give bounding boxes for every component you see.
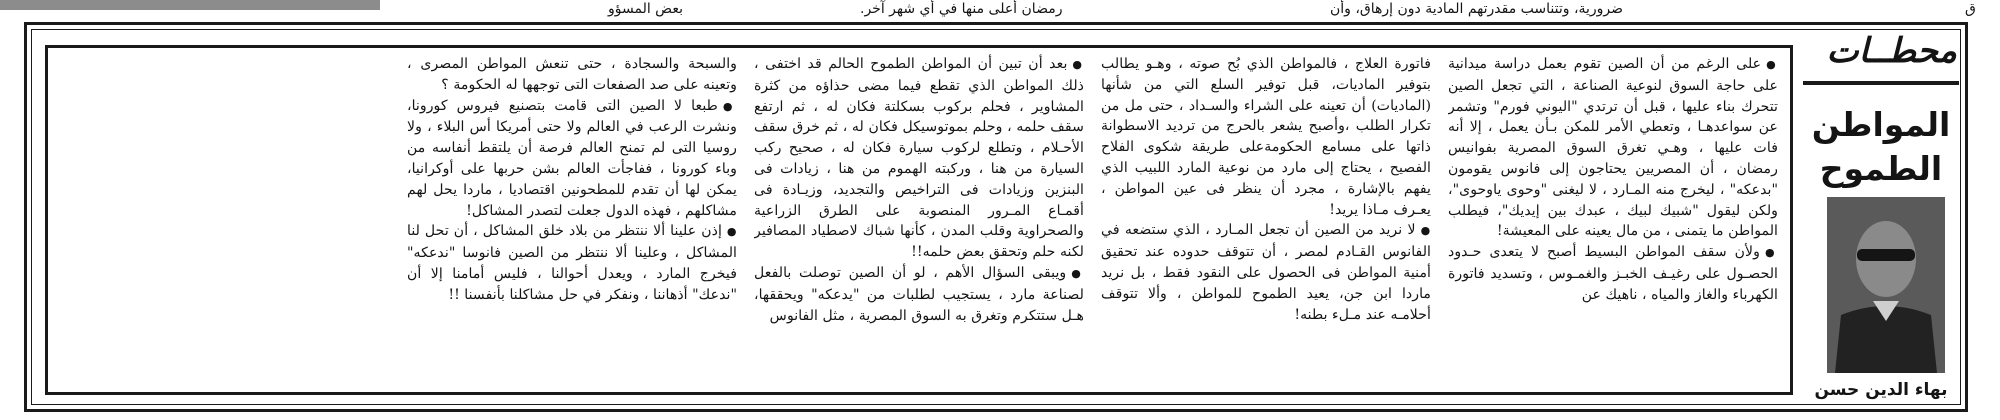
article-paragraph: ● لا نريد من الصين أن تجعل المـارد ، الذي ستضعه في الفانوس القـادم لمصر ، أن تتوقف حدوده عند تحقيق أمنية المواطن فى الحصول على النقود فقط ، بل نريد ماردا ابن جن، يعيد الطموح للمواطن ، وألا تتوقف أحلامـه عند مـلء بطنه!	[1101, 220, 1431, 325]
top-strip	[0, 0, 2000, 22]
article-paragraph: ● طبعا لا الصين التى قامت بتصنيع فيروس كورونا، ونشرت الرعب في العالم ولا حتى أمريكا أس البلاء ، ولا روسيا التى لم تمنح العالم فرصة أن يلتقط أنفاسه من وباء كورونا ، ففاجأت العالم بشن حربها على أوكرانيا، يمكن لها أن تقدم للمطحونين اقتصاديا ، ماردا يحل لهم مشاكلهم ، فهذه الدول جعلت لتصدر المشاكل!	[407, 96, 737, 222]
article-paragraph: ● على الرغم من أن الصين تقوم بعمل دراسة ميدانية على حاجة السوق لنوعية الصناعة ، التي تجعل الصين تتحرك بناء عليها ، قبل أن ترتدي "اليوني فورم" وتشمر عن سواعدهـا ، وتعطي الأمر للمكن بـأن يعمل ، إلا أنه فات عليها ، وهـي تغرق السوق المصرية بفوانيس رمضان ، أن المصريين يحتاجون إلى فانوس يقومون "بدعكه" ، ليخرج منه المـارد ، لا ليغنى "وحوى ياوحوى"، ولكن ليقول "شبيك لبيك ، عبدك بين إيديك"، فيطلب المواطن ما يتمنى ، من مال يعينه على المعيشة!	[1448, 54, 1778, 242]
column-frame	[24, 22, 1968, 412]
article-body	[45, 45, 1793, 395]
article-column-2	[1101, 54, 1431, 390]
article-title-line: الطموح	[1819, 149, 1943, 188]
article-column-4	[407, 54, 737, 390]
article-paragraph: ● ولأن سقف المواطن البسيط أصبح لا يتعدى حـدود الحصـول على رغيـف الخبـز والغمـوس ، وتسديد فاتورة الكهرباء والغاز والمياه ، ناهيك عن	[1448, 242, 1778, 305]
top-strip-fragment: بعض المسؤو	[608, 1, 683, 17]
column-sidebar	[1797, 25, 1965, 409]
author-portrait-image	[1827, 197, 1945, 373]
article-title-line: المواطن	[1811, 105, 1951, 144]
gray-header-bar	[0, 0, 380, 10]
article-paragraph: ● إذن علينا ألا ننتظر من بلاد خلق المشاكل ، أن تحل لنا المشاكل ، وعلينا ألا ننتظر من الصين فانوسا "ندعكه" فيخرج المارد ، ويعدل أحوالنا ، فليس أمامنا إلا أن "ندعك" أذهاننا ، ونفكر في حل مشاكلنا بأنفسنا !!	[407, 221, 737, 305]
article-column-1	[1448, 54, 1778, 390]
article-paragraph: والسبحة والسجادة ، حتى تنعش المواطن المصرى ، وتعينه على صد الصفعات التى توجهها له الحكومة ؟	[407, 56, 737, 93]
article-column-3	[754, 54, 1084, 390]
article-paragraph: فاتورة العلاج ، فالمواطن الذي بُح صوته ، وهـو يطالب بتوفير الماديات، قبل توفير السلع التي من شأنها (الماديات) أن تعينه على الشراء والسـداد ، حتى مل من تكرار الطلب ،وأصبح يشعر بالحرج من ترديد الاسطوانة ذاتها على مسامع الحكومةعلى طريقة شكوى الفلاح الفصيح ، يحتاج إلى مارد من نوعية المارد اللبيب الذي يفهم بالإشارة ، مجرد أن ينظر فى عين المواطن ، يعـرف مـاذا يريد!	[1101, 56, 1431, 218]
top-strip-fragment: رمضان أعلى منها في أي شهر آخر.	[860, 1, 1063, 17]
article-paragraph: ● بعد أن تبين أن المواطن الطموح الحالم قد اختفى ، ذلك المواطن الذي تقطع فيما مضى حذاؤه من كثرة المشاوير ، فحلم بركوب بسكلتة فكان له ، ثم ارتفع سقف حلمه ، وحلم بموتوسيكل فكان له ، ثم خرق سقف الأحـلام ، وتطلع لركوب سيارة فكان له ، صحيح ركب السيارة من هنا ، وركبته الهموم من هنا ، زيادات فى البنزين وزيادات فى التراخيص والتجديد، وزيـادة فى أقمـاع المـرور المنصوبة على الطرق الزراعية والصحراوية وقلب المدن ، كأنها شباك لاصطياد المصافير لكنه حلم وتحقق بعض حلمه!!	[754, 54, 1084, 263]
author-photo	[1827, 197, 1945, 373]
section-kicker: محطــات	[1826, 31, 1957, 71]
kicker-rule	[1803, 81, 1959, 85]
article-title	[1797, 103, 1965, 191]
article-paragraph: ● ويبقى السؤال الأهم ، لو أن الصين توصلت بالفعل لصناعة مارد ، يستجيب لطلبات من "يدعكه" ويحققها، هـل ستتكرم وتغرق به السوق المصرية ، مثل الفانوس	[754, 263, 1084, 326]
top-strip-fragment: ق	[1965, 1, 1976, 17]
top-strip-fragment: ضرورية، وتتناسب مقدرتهم المادية دون إرهاق، وأن	[1330, 1, 1624, 17]
author-byline: بهاء الدين حسن	[1814, 380, 1948, 400]
